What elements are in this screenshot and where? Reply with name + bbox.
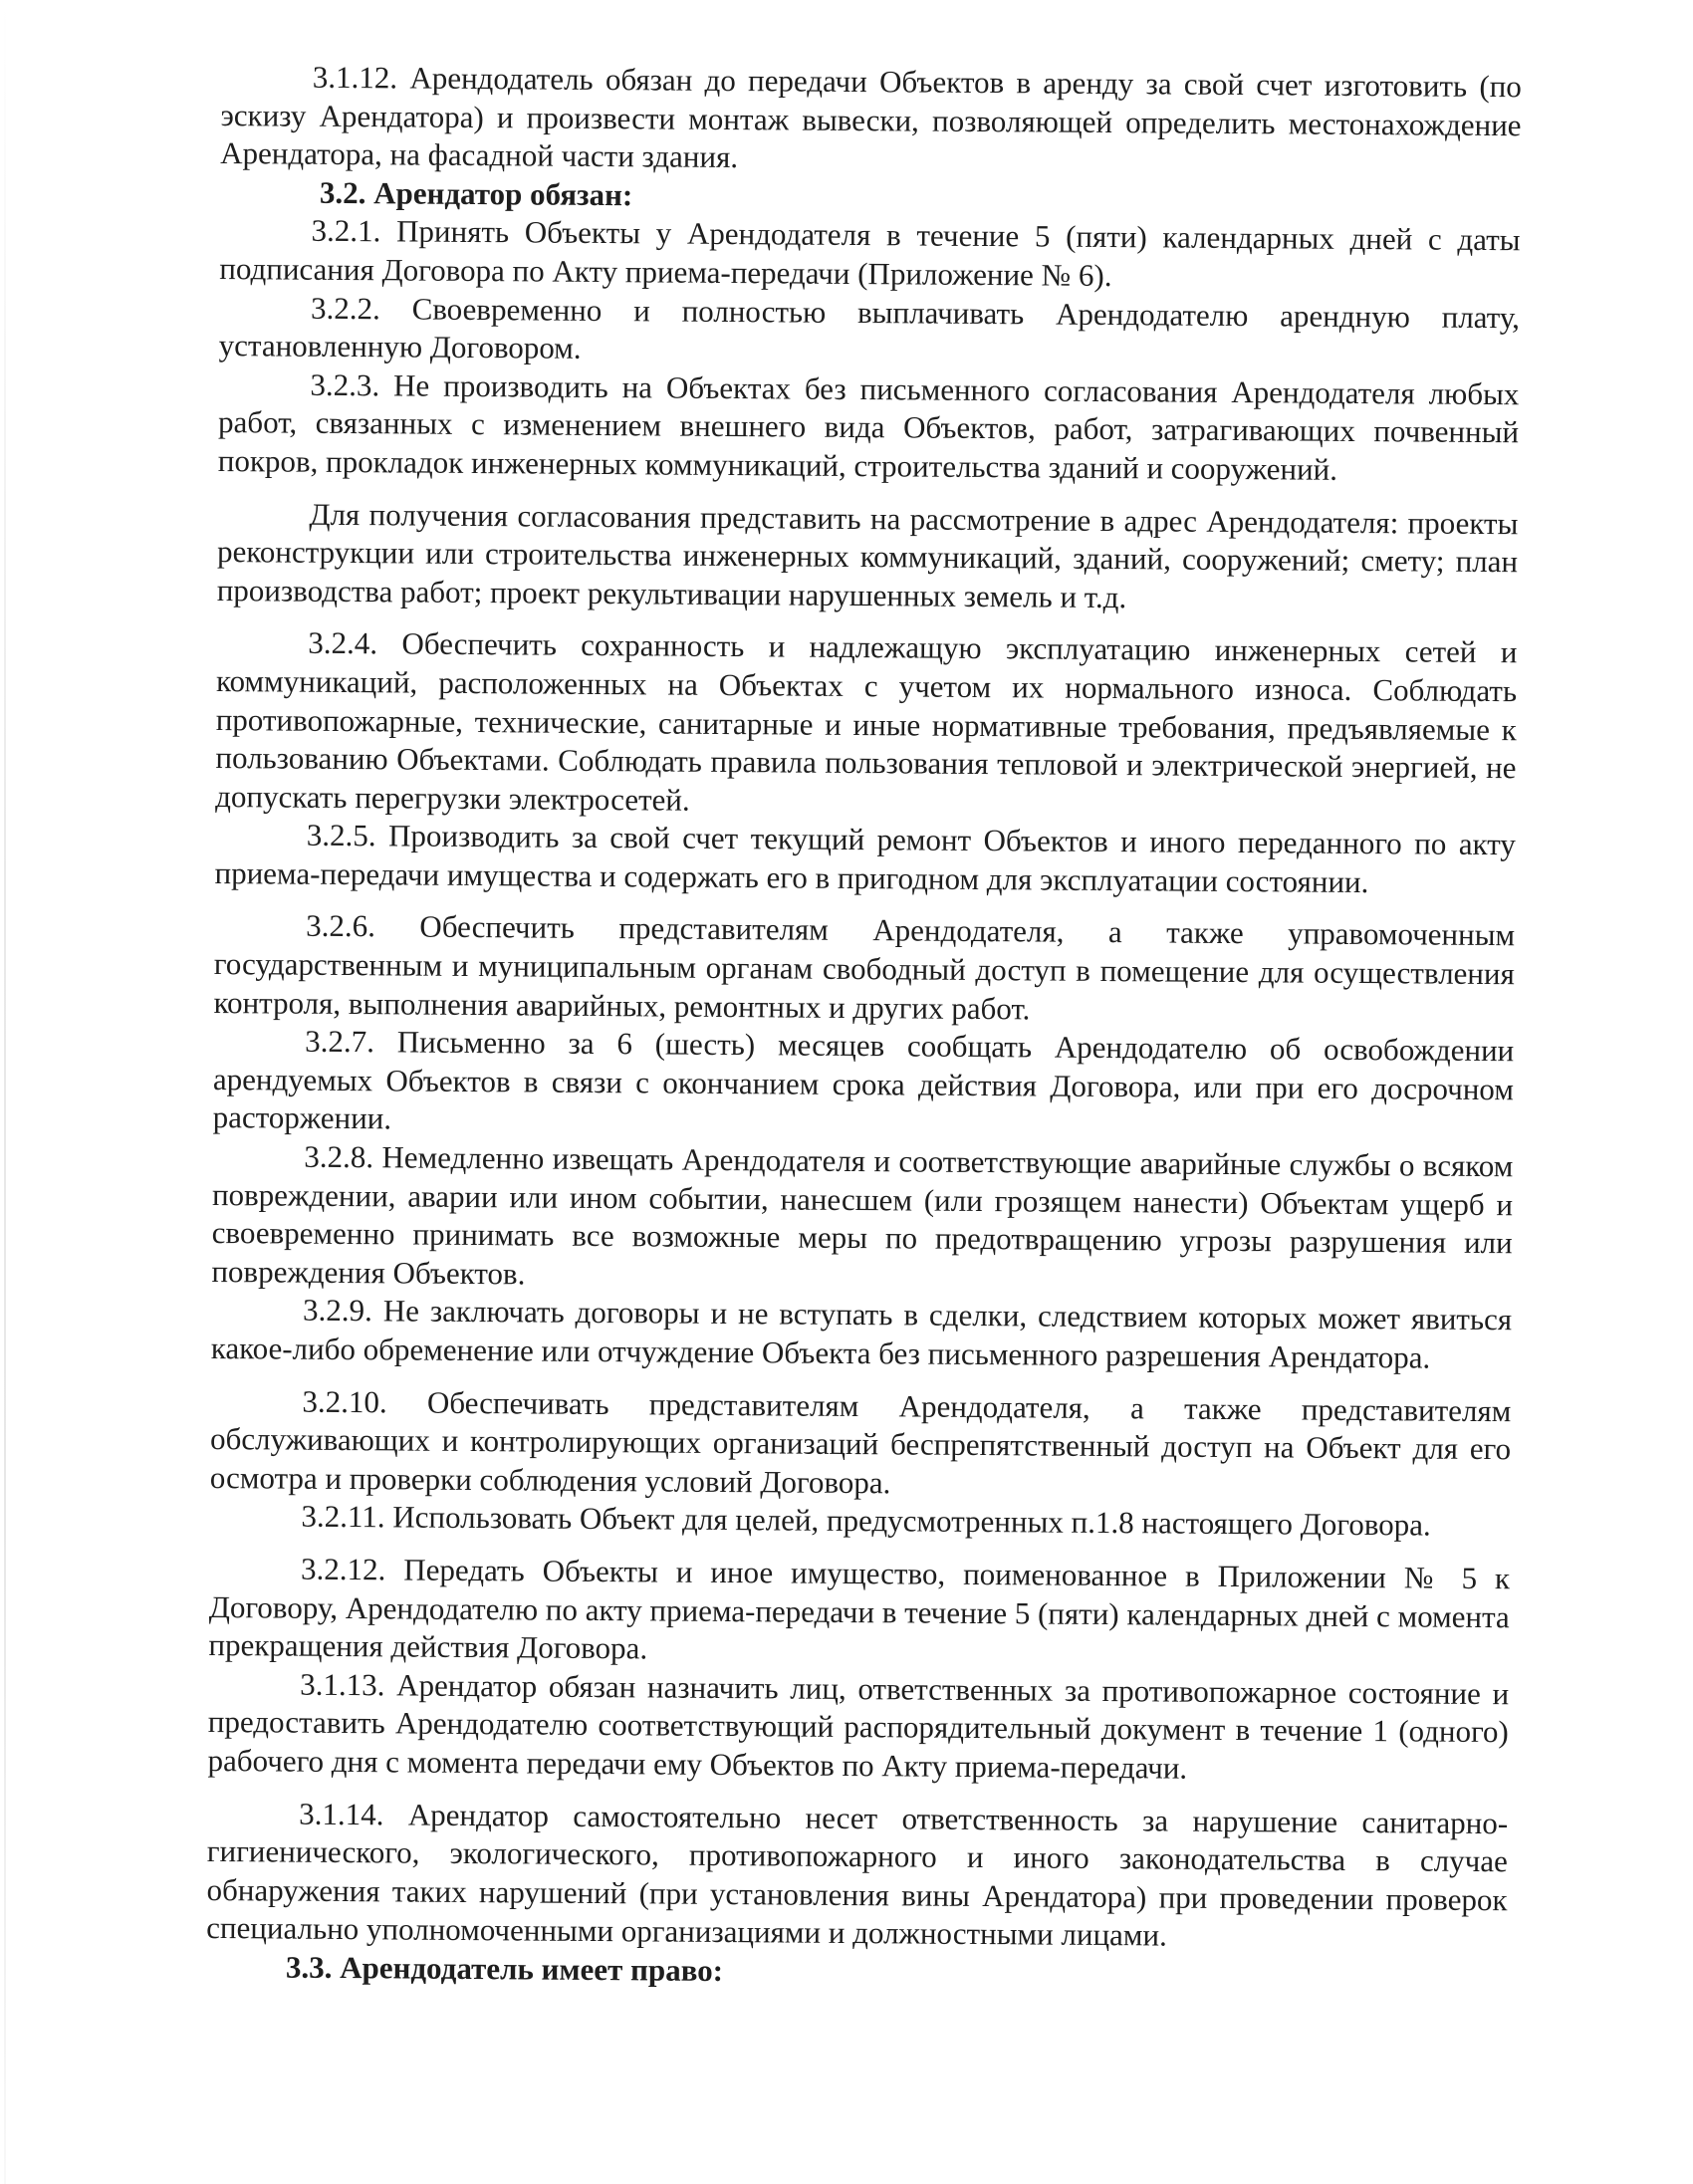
clause-number: 3.2.2. [310, 290, 380, 326]
clause-number: 3.1.13. [300, 1666, 385, 1703]
clause-text: Обеспечивать представителям Арендодателя, а также представителям обслуживающих и контролирующих организаций беспрепятственный доступ на Объект для его осмотра и проверки соблюдения условий Договора. [209, 1384, 1512, 1501]
clause-3-2-2 [219, 289, 1521, 375]
clause-3-2-1 [219, 211, 1521, 298]
document-page [206, 58, 1522, 1997]
clause-3-2-10 [210, 1382, 1512, 1508]
clause-number: 3.2.8. [304, 1138, 374, 1175]
clause-text: Немедленно извещать Арендодателя и соответствующие аварийные службы о всяком повреждении, аварии или ином событии, нанесшем (или грозящем нанести) Объектам ущерб и своевременно принимать все возможные меры по предотвращению угрозы разрушения или повреждения Объектов. [211, 1139, 1514, 1292]
clause-3-2-6 [213, 906, 1515, 1032]
clause-text: Арендатор самостоятельно несет ответственность за нарушение санитарно-гигиенического, экологического, противопожарного и иного законодательства в случае обнаружения таких нарушений (при установления вины Арендатора) при проведении проверок специально уполномоченными организациями и должностными лицами. [206, 1797, 1509, 1953]
clause-number: 3.2.11. [301, 1499, 385, 1535]
clause-3-1-13 [207, 1665, 1509, 1791]
clause-number: 3.2.3. [310, 366, 380, 403]
clause-3-1-14 [206, 1794, 1508, 1958]
clause-text: Своевременно и полностью выплачивать Арендодателю арендную плату, установленную Договором. [218, 291, 1521, 366]
clause-number: 3.2.10. [302, 1383, 387, 1419]
clause-number: 3.2.7. [305, 1023, 375, 1060]
clause-number: 3.1.12. [312, 59, 398, 96]
clause-text: Для получения согласования представить на рассмотрение в адрес Арендодателя: проекты реконструкции или строительства инженерных коммуникаций, зданий, сооружений; смету; план производства работ; проект рекультивации нарушенных земель и т.д. [216, 496, 1519, 614]
clause-text: Не производить на Объектах без письменного согласования Арендодателя любых работ, связанных с изменением внешнего вида Объектов, работ, затрагивающих почвенный покров, прокладок инженерных коммуникаций, строительства зданий и сооружений. [217, 367, 1520, 487]
scan-edge-artifact [4, 0, 6, 2184]
clause-3-2-3-note [217, 495, 1519, 620]
clause-text: Письменно за 6 (шесть) месяцев сообщать Арендодателю об освобождении арендуемых Объектов в связи с окончанием срока действия Договора, или при его досрочном расторжении. [212, 1024, 1515, 1136]
clause-text: Передать Объекты и иное имущество, поименованное в Приложении № 5 к Договору, Арендодателю по акту приема-передачи в течение 5 (пяти) календарных дней с момента прекращения действия Договора. [208, 1552, 1511, 1666]
clause-3-2-3 [218, 365, 1520, 491]
section-heading-3-2: 3.2. Арендатор обязан: [319, 174, 633, 213]
section-heading-3-3: 3.3. Арендодатель имеет право: [285, 1949, 724, 1988]
clause-3-2-12 [208, 1550, 1510, 1675]
clause-text: Производить за свой счет текущий ремонт Объектов и иного переданного по акту приема-передачи имущества и содержать его в пригодном для эксплуатации состоянии. [214, 818, 1516, 899]
clause-3-1-12 [220, 58, 1522, 183]
clause-text: Использовать Объект для целей, предусмотренных п.1.8 настоящего Договора. [392, 1499, 1431, 1543]
clause-number: 3.2.4. [308, 625, 378, 661]
clause-text: Обеспечить представителям Арендодателя, а также управомоченным государственным и муниципальным органам свободный доступ в помещение для осуществления контроля, выполнения аварийных, ремонтных и других работ. [213, 909, 1516, 1027]
clause-text: Принять Объекты у Арендодателя в течение 5 (пяти) календарных дней с даты подписания Договора по Акту приема-передачи (Приложение № 6). [219, 213, 1521, 294]
clause-number: 3.2.12. [300, 1551, 386, 1587]
clause-number: 3.1.14. [299, 1796, 384, 1831]
clause-text: Не заключать договоры и не вступать в сделки, следствием которых может явиться какое-либо обременение или отчуждение Объекта без письменного разрешения Арендатора. [210, 1293, 1513, 1375]
clause-number: 3.2.6. [306, 908, 376, 944]
clause-text: Арендатор обязан назначить лиц, ответственных за противопожарное состояние и предоставить Арендодателю соответствующий распорядительный документ в течение 1 (одного) рабочего дня с момента передачи ему Объектов по Акту приема-передачи. [207, 1667, 1510, 1786]
clause-3-2-8 [211, 1137, 1513, 1302]
clause-number: 3.2.1. [311, 213, 381, 249]
clause-text: Обеспечить сохранность и надлежащую эксплуатацию инженерных сетей и коммуникаций, расположенных на Объектах с учетом их нормального износа. Соблюдать противопожарные, технические, санитарные и иные нормативные требования, предъявляемые к пользованию Объектами. Соблюдать правила пользования тепловой и электрической энергией, не допускать перегрузки электросетей. [215, 625, 1518, 818]
clause-3-2-4 [215, 623, 1517, 826]
clause-3-2-7 [212, 1022, 1514, 1147]
clause-number: 3.2.5. [306, 817, 376, 853]
clause-number: 3.2.9. [302, 1293, 373, 1329]
clause-3-2-9 [211, 1291, 1513, 1377]
clause-3-2-5 [214, 816, 1516, 902]
clause-text: Арендодатель обязан до передачи Объектов в аренду за свой счет изготовить (по эскизу Арендатора) и произвести монтаж вывески, позволяющей определить местонахождение Арендатора, на фасадной части здания. [220, 60, 1522, 175]
